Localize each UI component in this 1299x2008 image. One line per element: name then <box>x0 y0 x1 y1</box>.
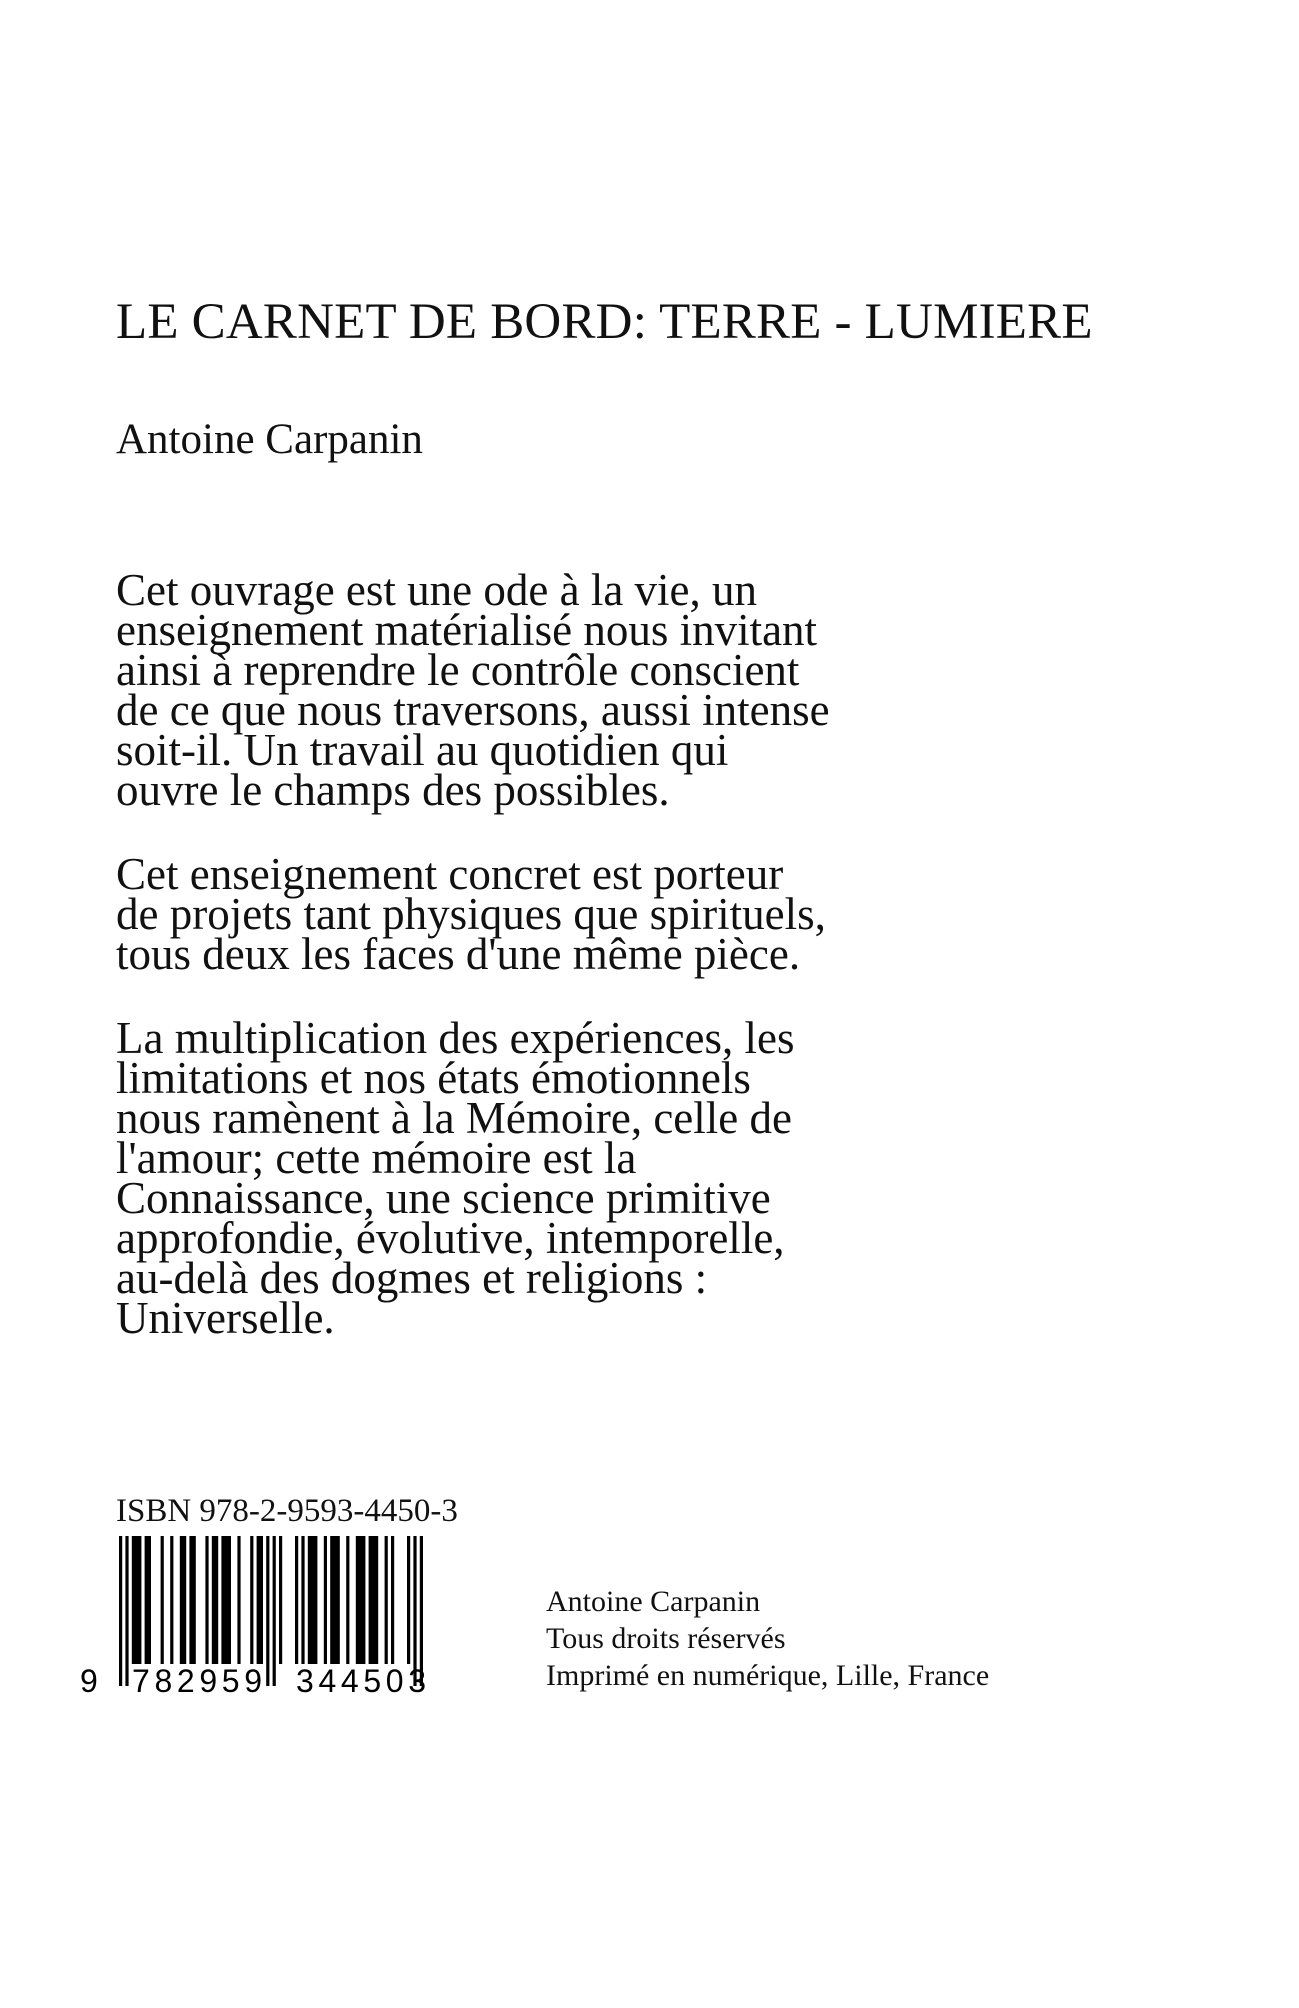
barcode-bar <box>308 1536 318 1664</box>
imprint-rights: Tous droits réservés <box>546 1622 786 1655</box>
book-title: LE CARNET DE BORD: TERRE - LUMIERE <box>116 294 1093 350</box>
back-cover-blurb <box>116 565 1176 1382</box>
barcode-guard-bar <box>266 1536 269 1686</box>
barcode-bar <box>356 1536 366 1664</box>
barcode-bar <box>257 1536 263 1664</box>
barcode-bar <box>330 1536 340 1664</box>
barcode-guard-bar <box>125 1536 128 1686</box>
barcode-bar <box>170 1536 173 1664</box>
barcode-right-digits: 344503 <box>296 1663 426 1696</box>
blurb-paragraph-3: La multiplication des expériences, les limitations et nos états émotionnels nous ramènent à la Mémoire, celle de l'amour; cette mémoire est la Connaissance, une science primitive approfondie, évolutive, intemporelle, au-delà des dogmes et religions : Universelle. <box>116 1013 795 1343</box>
barcode-bar <box>221 1536 231 1664</box>
barcode-guard-bar <box>273 1536 276 1686</box>
isbn-barcode <box>74 1536 474 1696</box>
barcode-bar <box>324 1536 327 1664</box>
barcode-left-digits: 782959 <box>132 1663 262 1696</box>
imprint-block <box>546 1583 989 1694</box>
barcode-bar <box>180 1536 186 1664</box>
barcode-bar <box>212 1536 218 1664</box>
barcode-bar <box>237 1536 240 1664</box>
barcode-bar <box>205 1536 208 1664</box>
barcode-bar <box>295 1536 298 1664</box>
author-name: Antoine Carpanin <box>116 416 423 463</box>
barcode-bar <box>407 1536 410 1664</box>
barcode-bar <box>145 1536 151 1664</box>
barcode-bar <box>391 1536 394 1664</box>
barcode-bar <box>132 1536 142 1664</box>
barcode-lead-digit: 9 <box>80 1663 98 1696</box>
imprint-printed: Imprimé en numérique, Lille, France <box>546 1659 990 1692</box>
barcode-bar <box>385 1536 388 1664</box>
barcode-bar <box>161 1536 164 1664</box>
barcode-bar <box>279 1536 282 1664</box>
barcode-bar <box>369 1536 379 1664</box>
imprint-author: Antoine Carpanin <box>546 1585 761 1618</box>
barcode-bar <box>346 1536 349 1664</box>
barcode-bar <box>250 1536 253 1664</box>
barcode-bar <box>301 1536 304 1664</box>
blurb-paragraph-2: Cet enseignement concret est porteur de projets tant physiques que spirituels, tous deux les faces d'une même pièce. <box>116 849 826 979</box>
barcode-bar <box>189 1536 195 1664</box>
blurb-paragraph-1: Cet ouvrage est une ode à la vie, un enseignement matérialisé nous invitant ainsi à reprendre le contrôle conscient de ce que nous traversons, aussi intense soit-il. Un travail au quotidien qui ouvre le champs des possibles. <box>116 565 830 815</box>
barcode-guard-bar <box>119 1536 122 1686</box>
isbn-label: ISBN 978-2-9593-4450-3 <box>116 1493 458 1529</box>
